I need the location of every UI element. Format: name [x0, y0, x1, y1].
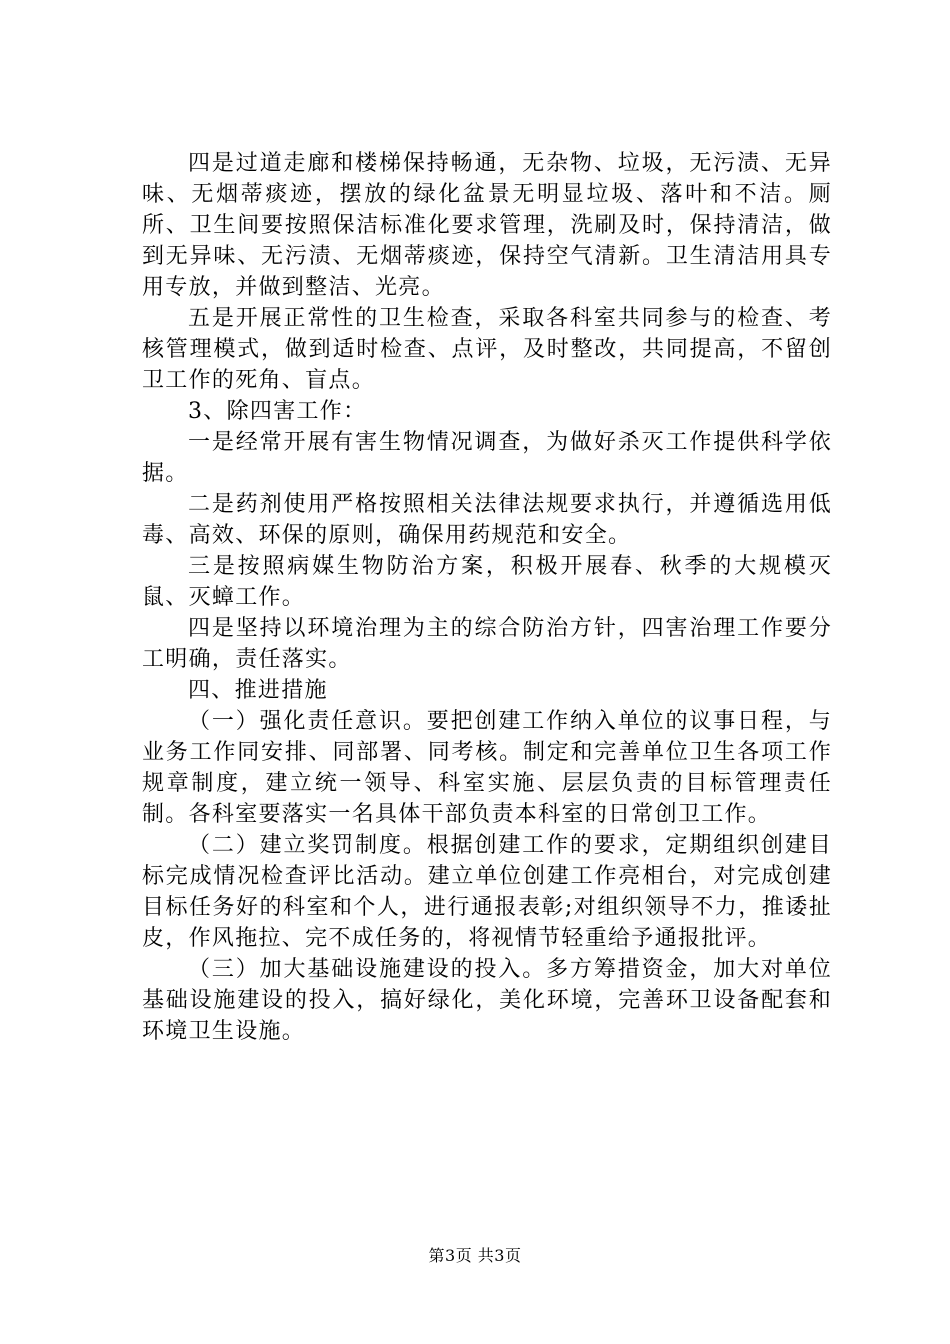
- document-body: [142, 148, 832, 1047]
- page-footer: 第3页 共3页: [428, 1246, 522, 1265]
- paragraph-hygiene-inspection: 五是开展正常性的卫生检查，采取各科室共同参与的检查、考核管理模式，做到适时检查、点评，及时整改，共同提高，不留创卫工作的死角、盲点。: [142, 306, 832, 393]
- paragraph-pesticide-use: 二是药剂使用严格按照相关法律法规要求执行，并遵循选用低毒、高效、环保的原则，确保用药规范和安全。: [142, 492, 832, 548]
- paragraph-corridor-hygiene: 四是过道走廊和楼梯保持畅通，无杂物、垃圾，无污渍、无异味、无烟蒂痰迹，摆放的绿化盆景无明显垃圾、落叶和不洁。厕所、卫生间要按照保洁标准化要求管理，洗刷及时，保持清洁，做到无异味、无污渍、无烟蒂痰迹，保持空气清新。卫生清洁用具专用专放，并做到整洁、光亮。: [142, 151, 832, 300]
- paragraph-environment-governance: 四是坚持以环境治理为主的综合防治方针，四害治理工作要分工明确，责任落实。: [142, 616, 832, 672]
- paragraph-measure-infrastructure: （三）加大基础设施建设的投入。多方筹措资金，加大对单位基础设施建设的投入，搞好绿化，美化环境，完善环卫设备配套和环境卫生设施。: [142, 957, 832, 1044]
- paragraph-vector-control: 三是按照病媒生物防治方案，积极开展春、秋季的大规模灭鼠、灭蟑工作。: [142, 554, 832, 610]
- heading-pest-control: 3、除四害工作：: [188, 399, 367, 424]
- paragraph-measure-rewards: （二）建立奖罚制度。根据创建工作的要求，定期组织创建目标完成情况检查评比活动。建立单位创建工作亮相台，对完成创建目标任务好的科室和个人，进行通报表彰;对组织领导不力，推诿扯皮，作风拖拉、完不成任务的，将视情节轻重给予通报批评。: [142, 833, 832, 951]
- paragraph-measure-responsibility: （一）强化责任意识。要把创建工作纳入单位的议事日程，与业务工作同安排、同部署、同考核。制定和完善单位卫生各项工作规章制度，建立统一领导、科室实施、层层负责的目标管理责任制。各科室要落实一名具体干部负责本科室的日常创卫工作。: [142, 709, 832, 827]
- paragraph-pest-survey: 一是经常开展有害生物情况调查，为做好杀灭工作提供科学依据。: [142, 430, 832, 486]
- heading-measures: 四、推进措施: [188, 678, 328, 703]
